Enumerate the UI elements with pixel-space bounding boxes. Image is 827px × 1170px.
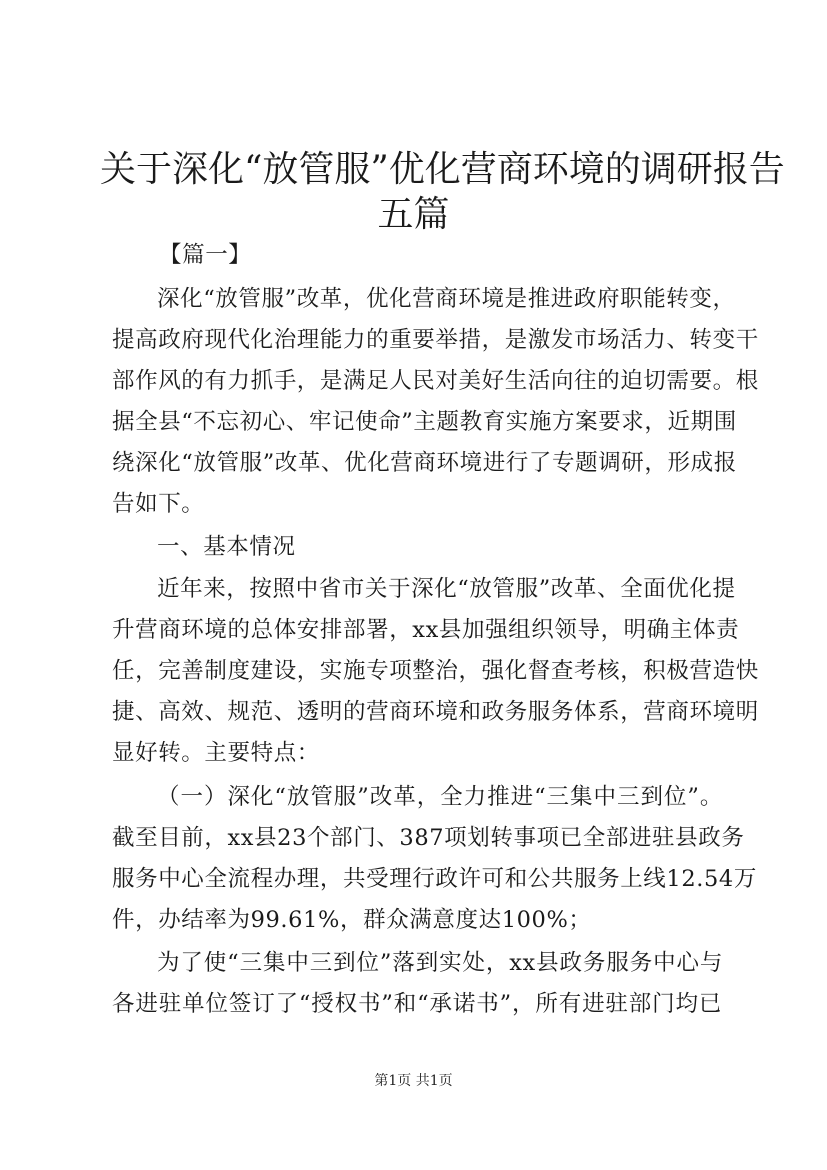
paragraph-line: 部作风的有力抓手，是满足人民对美好生活向往的迫切需要。根 [112, 368, 759, 394]
paragraph-line: 捷、高效、规范、透明的营商环境和政务服务体系，营商环境明 [112, 699, 759, 725]
paragraph-line: 为了使“三集中三到位”落到实处，xx县政务服务中心与 [157, 950, 723, 976]
paragraph-line: 件，办结率为99.61%，群众满意度达100%； [112, 907, 592, 933]
section-marker: 【篇一】 [159, 242, 252, 268]
section-heading: 一、基本情况 [157, 534, 296, 560]
subsection-heading: （一）深化“放管服”改革，全力推进“三集中三到位”。 [157, 784, 723, 810]
paragraph-line: 提高政府现代化治理能力的重要举措，是激发市场活力、转变干 [112, 327, 759, 353]
paragraph-line: 近年来，按照中省市关于深化“放管服”改革、全面优化提 [157, 576, 736, 602]
document-title-line-2: 五篇 [377, 194, 450, 235]
paragraph-line: 告如下。 [112, 491, 205, 517]
paragraph-line: 服务中心全流程办理，共受理行政许可和公共服务上线12.54万 [112, 866, 757, 892]
paragraph-line: 各进驻单位签订了“授权书”和“承诺书”，所有进驻部门均已 [112, 991, 722, 1017]
paragraph-line: 绕深化“放管服”改革、优化营商环境进行了专题调研，形成报 [112, 450, 737, 476]
page-footer: 第1页 共1页 [374, 1073, 453, 1089]
paragraph-line: 截至目前，xx县23个部门、387项划转事项已全部进驻县政务 [112, 825, 745, 851]
paragraph-line: 深化“放管服”改革，优化营商环境是推进政府职能转变， [157, 286, 736, 312]
paragraph-line: 据全县“不忘初心、牢记使命”主题教育实施方案要求，近期围 [112, 409, 737, 435]
paragraph-line: 升营商环境的总体安排部署，xx县加强组织领导，明确主体责 [112, 617, 740, 643]
paragraph-line: 显好转。主要特点： [112, 740, 320, 766]
document-title-line-1: 关于深化“放管服”优化营商环境的调研报告 [100, 149, 785, 190]
paragraph-line: 任，完善制度建设，实施专项整治，强化督查考核，积极营造快 [112, 658, 759, 684]
